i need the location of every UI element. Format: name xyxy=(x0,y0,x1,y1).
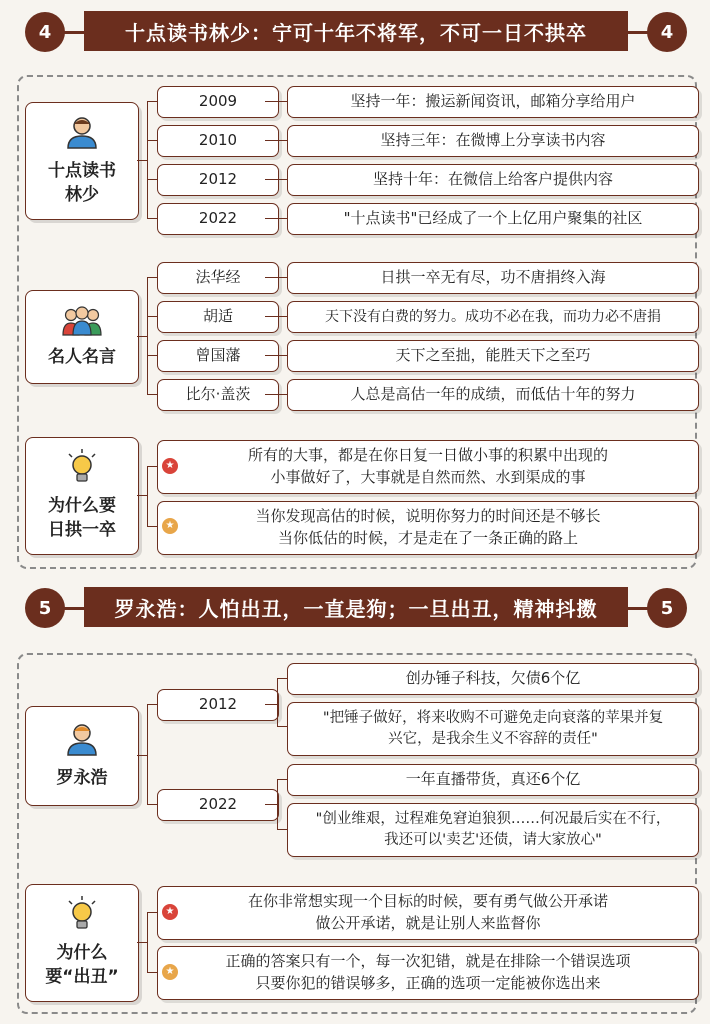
section-title-banner xyxy=(84,587,628,627)
bracket xyxy=(277,678,278,726)
quote-box: "把锤子做好，将来收购不可避免走向衰落的苹果并复 兴它，是我余生义不容辞的责任" xyxy=(287,702,699,756)
quote-box: 天下之至拙，能胜天下之至巧 xyxy=(287,340,699,372)
connector xyxy=(137,942,147,943)
year-box: 2009 xyxy=(157,86,279,118)
detail-box: 坚持三年：在微博上分享读书内容 xyxy=(287,125,699,157)
name-box: 比尔·盖茨 xyxy=(157,379,279,411)
connector xyxy=(147,972,157,973)
connector xyxy=(147,704,157,705)
connector xyxy=(147,912,157,913)
quote-box: 天下没有白费的努力。成功不必在我，而功力必不唐捐 xyxy=(287,301,699,333)
quote-box: "创业维艰，过程难免窘迫狼狈……何况最后实在不行， 我还可以'卖艺'还债，请大家放心" xyxy=(287,803,699,857)
detail-box: 一年直播带货，真还6个亿 xyxy=(287,764,699,796)
reason-box: 在你非常想实现一个目标的时候，要有勇气做公开承诺 做公开承诺，就是让别人来监督你 xyxy=(157,886,699,940)
year-box: 2022 xyxy=(157,789,279,821)
connector xyxy=(265,140,287,141)
connector xyxy=(265,316,287,317)
bracket xyxy=(147,101,148,219)
card-label: 名人名言 xyxy=(48,347,116,368)
person-icon xyxy=(64,114,100,154)
star-icon: ★ xyxy=(162,964,178,980)
year-box: 2012 xyxy=(157,164,279,196)
connector xyxy=(147,526,157,527)
connector xyxy=(147,394,157,395)
name-box: 曾国藩 xyxy=(157,340,279,372)
connector xyxy=(265,704,277,705)
connector xyxy=(265,179,287,180)
connector xyxy=(147,218,157,219)
bracket xyxy=(277,779,278,829)
connector xyxy=(265,277,287,278)
connector xyxy=(147,140,157,141)
detail-box: 创办锤子科技，欠债6个亿 xyxy=(287,663,699,695)
detail-box: "十点读书"已经成了一个上亿用户聚集的社区 xyxy=(287,203,699,235)
reason-box: 正确的答案只有一个，每一次犯错，就是在排除一个错误选项 只要你犯的错误够多，正确的选项一定能被你选出来 xyxy=(157,946,699,1000)
name-box: 法华经 xyxy=(157,262,279,294)
name-box: 胡适 xyxy=(157,301,279,333)
connector xyxy=(147,277,157,278)
connector xyxy=(137,160,147,161)
reason-box: 当你发现高估的时候，说明你努力的时间还是不够长 当你低估的时候，才是走在了一条正确的路上 xyxy=(157,501,699,555)
bracket xyxy=(147,912,148,972)
person-card xyxy=(25,706,139,806)
year-box: 2022 xyxy=(157,203,279,235)
card-label: 为什么要 日拱一卒 xyxy=(48,496,116,540)
connector xyxy=(147,355,157,356)
connector xyxy=(147,466,157,467)
person-card xyxy=(25,102,139,220)
bracket xyxy=(147,704,148,804)
connector xyxy=(147,804,157,805)
year-box: 2010 xyxy=(157,125,279,157)
quotes-card xyxy=(25,290,139,384)
year-box: 2012 xyxy=(157,689,279,721)
connector xyxy=(265,804,277,805)
star-icon: ★ xyxy=(162,904,178,920)
connector xyxy=(277,726,287,727)
connector xyxy=(137,495,147,496)
card-label: 为什么 要“出丑” xyxy=(45,943,119,987)
section-title-banner xyxy=(84,11,628,51)
bracket xyxy=(147,277,148,395)
why-card xyxy=(25,437,139,555)
section-number-badge: 5 xyxy=(25,588,65,628)
connector xyxy=(277,678,287,679)
star-icon: ★ xyxy=(162,518,178,534)
section-number-badge: 4 xyxy=(25,12,65,52)
card-label: 十点读书 林少 xyxy=(48,161,116,205)
connector xyxy=(147,179,157,180)
section-title: 十点读书林少：宁可十年不将军，不可一日不拱卒 xyxy=(125,20,587,45)
connector xyxy=(265,394,287,395)
connector xyxy=(137,755,147,756)
quote-box: 人总是高估一年的成绩，而低估十年的努力 xyxy=(287,379,699,411)
lightbulb-icon xyxy=(65,896,99,936)
section-number-badge: 5 xyxy=(647,588,687,628)
person-icon xyxy=(64,721,100,761)
bracket xyxy=(147,466,148,526)
connector xyxy=(265,355,287,356)
star-icon: ★ xyxy=(162,458,178,474)
detail-box: 坚持一年：搬运新闻资讯，邮箱分享给用户 xyxy=(287,86,699,118)
connector xyxy=(147,316,157,317)
connector xyxy=(137,336,147,337)
reason-box: 所有的大事，都是在你日复一日做小事的积累中出现的 小事做好了，大事就是自然而然、水到渠成的事 xyxy=(157,440,699,494)
connector xyxy=(277,829,287,830)
connector xyxy=(265,101,287,102)
section-title: 罗永浩：人怕出丑，一直是狗；一旦出丑，精神抖擞 xyxy=(114,596,598,621)
lightbulb-icon xyxy=(65,449,99,489)
detail-box: 坚持十年：在微信上给客户提供内容 xyxy=(287,164,699,196)
connector xyxy=(277,779,287,780)
connector xyxy=(147,101,157,102)
connector xyxy=(265,218,287,219)
section-number-badge: 4 xyxy=(647,12,687,52)
why-card xyxy=(25,884,139,1002)
card-label: 罗永浩 xyxy=(56,768,108,789)
people-group-icon xyxy=(61,304,103,340)
quote-box: 日拱一卒无有尽，功不唐捐终入海 xyxy=(287,262,699,294)
